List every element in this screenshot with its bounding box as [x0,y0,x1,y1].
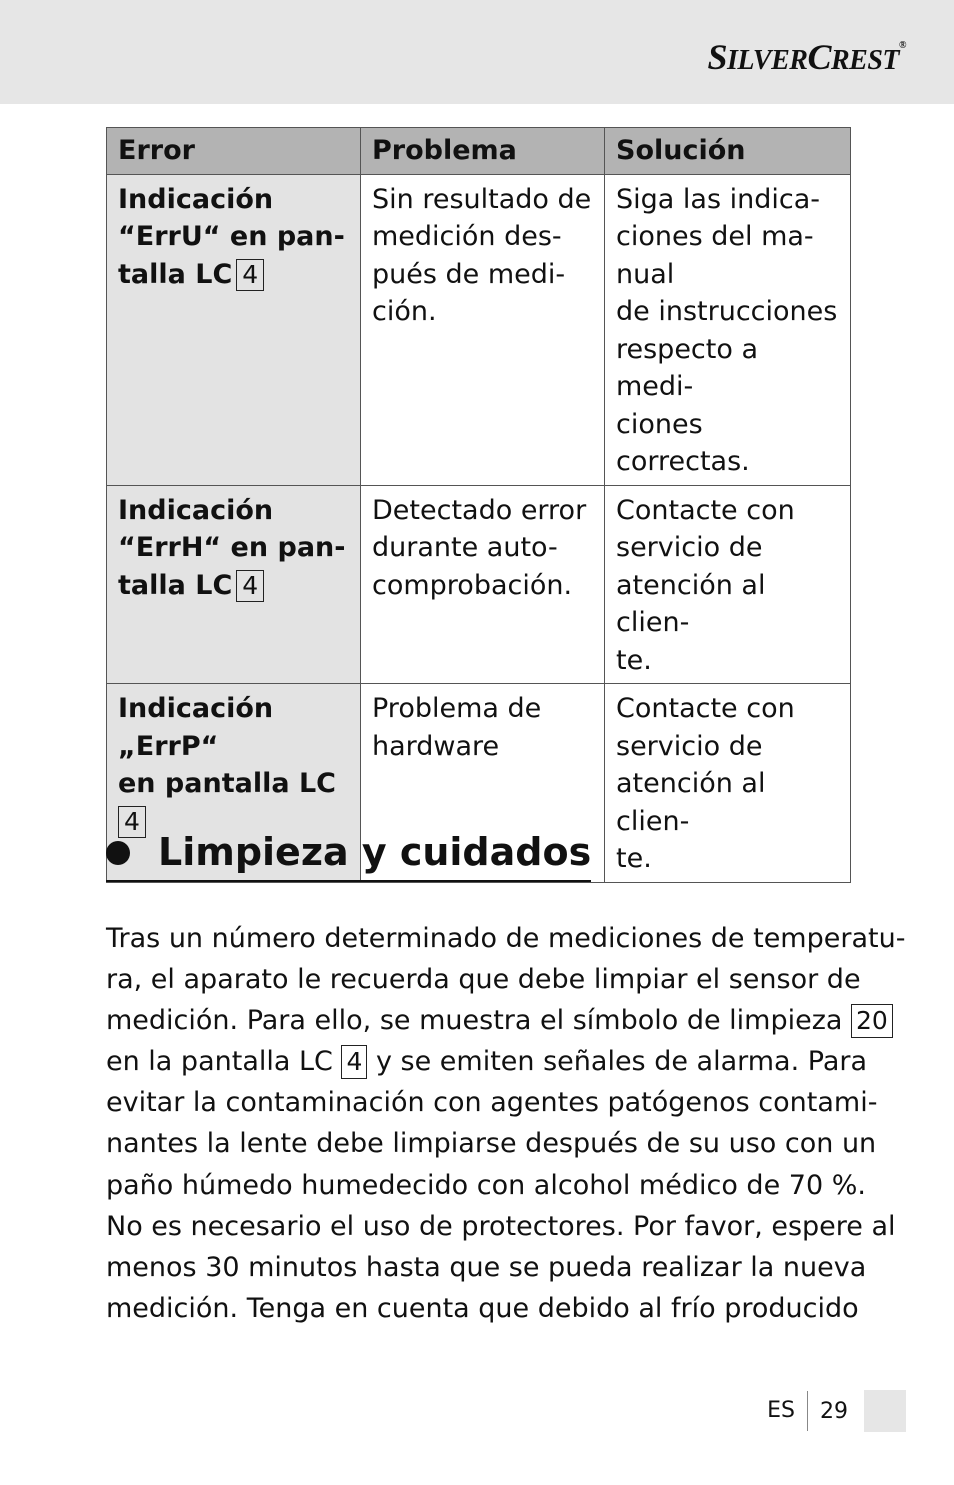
text-line: Tras un número determinado de mediciones de temperatu- [106,923,906,954]
reference-box: 4 [118,806,146,838]
header-solution: Solución [605,128,851,175]
table-header-row [107,128,851,175]
reference-box: 4 [236,570,264,602]
text-line: No es necesario el uso de protectores. Por favor, espere al [106,1210,896,1242]
error-table [106,127,851,883]
table-row [107,485,851,684]
solution-cell: Siga las indica- ciones del ma- nual de instrucciones respecto a medi- ciones correctas. [605,174,851,485]
text-line: medición. Para ello, se muestra el símbolo de limpieza 20 [106,1000,866,1041]
error-cell: Indicación “ErrU“ en pan- talla LC 4 [107,174,361,485]
text-line: nantes la lente debe limpiarse después de su uso con un [106,1128,877,1160]
reference-box: 4 [236,259,264,291]
page-tab-marker [864,1390,906,1432]
table-row [107,174,851,485]
language-code: ES [767,1391,808,1431]
solution-cell: Contacte con servicio de atención al clien- te. [605,684,851,883]
problem-cell: Problema de hardware [361,684,605,883]
error-cell: Indicación „ErrP“ en pantalla LC 4 [107,684,361,883]
section-heading [106,826,591,882]
page-number: 29 [820,1398,848,1424]
text-line: menos 30 minutos hasta que se pueda realizar la nueva [106,1251,867,1283]
body-paragraph [106,918,906,1329]
reference-box: 4 [341,1045,367,1079]
text-line: evitar la contaminación con agentes patógenos contami- [106,1087,878,1119]
problem-cell: Detectado error durante auto- comprobación. [361,485,605,684]
error-cell: Indicación “ErrH“ en pan- talla LC 4 [107,485,361,684]
header-error: Error [107,128,361,175]
reference-box: 20 [851,1004,893,1038]
bullet-icon [106,841,130,865]
section-title: Limpieza y cuidados [158,830,592,874]
text-line: ra, el aparato le recuerda que debe limpiar el sensor de [106,964,861,996]
page-footer [767,1392,906,1430]
brand-logo: SILVERCREST® [707,37,906,77]
solution-cell: Contacte con servicio de atención al clien- te. [605,485,851,684]
header-problem: Problema [361,128,605,175]
text-line: paño húmedo humedecido con alcohol médico de 70 %. [106,1169,866,1201]
text-line: en la pantalla LC 4 y se emiten señales de alarma. Para [106,1046,868,1078]
problem-cell: Sin resultado de medición des- pués de medi- ción. [361,174,605,485]
text-line: medición. Tenga en cuenta que debido al frío producido [106,1292,859,1324]
